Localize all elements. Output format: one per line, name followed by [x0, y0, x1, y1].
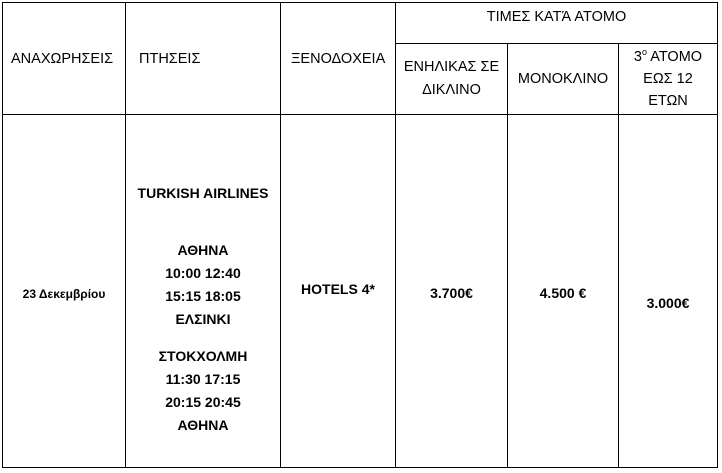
header-hotels: [281, 3, 395, 114]
header-adult-double: [396, 44, 507, 114]
flights-cell: [126, 115, 280, 467]
header-adult-double-line2: ΔΙΚΛΙΝΟ: [422, 82, 481, 98]
header-third-person: [619, 44, 717, 114]
price-third-person: 3.000€: [646, 295, 690, 311]
header-adult-double-line1: ΕΝΗΛΙΚΑΣ ΣΕ: [403, 59, 500, 75]
hotel-category: HOTELS 4*: [301, 280, 375, 297]
header-flights-label: ΠΤΗΣΕΙΣ: [139, 50, 201, 67]
table-border-right: [717, 2, 718, 468]
departure-date-cell: [3, 115, 125, 467]
leg1-times: 15:15 18:05: [165, 288, 241, 304]
leg2-times: 11:30 17:15: [165, 371, 241, 387]
table-border-bottom: [2, 467, 718, 468]
price-adult-double-cell: [396, 115, 507, 467]
header-third-person-line2: ΕΩΣ 12: [643, 71, 693, 87]
leg2-origin: ΣΤΟΚΧΟΛΜΗ: [158, 348, 248, 364]
header-single-room-label: ΜΟΝΟΚΛΙΝΟ: [517, 71, 609, 87]
header-hotels-label: ΞΕΝΟΔΟΧΕΙΑ: [291, 51, 386, 67]
price-adult-double: 3.700€: [430, 285, 473, 301]
price-third-person-cell: [619, 115, 717, 467]
leg2-destination: ΑΘΗΝΑ: [177, 417, 229, 433]
header-single-room: [508, 44, 618, 114]
leg1-destination: ΕΛΣΙΝΚΙ: [175, 311, 231, 327]
airline-name: TURKISH AIRLINES: [137, 185, 269, 201]
header-flights: [126, 3, 280, 114]
departure-date: 23 Δεκεμβρίου: [22, 286, 106, 301]
leg2-times: 20:15 20:45: [165, 394, 241, 410]
header-departures-label: ΑΝΑΧΩΡΗΣΕΙΣ: [11, 50, 114, 67]
leg1-origin: ΑΘΗΝΑ: [177, 242, 229, 258]
hotel-cell: [281, 115, 395, 467]
header-prices-per-person: [396, 3, 717, 43]
header-departures: [3, 3, 125, 114]
price-single: 4.500 €: [539, 285, 587, 301]
header-third-person-line3: ΕΤΩΝ: [648, 93, 688, 109]
header-prices-per-person-label: ΤΙΜΕΣ ΚΑΤΆ ΑΤΟΜΟ: [486, 9, 627, 25]
leg1-times: 10:00 12:40: [165, 265, 241, 281]
price-single-cell: [508, 115, 618, 467]
header-third-person-line1: $3^o$ ΑΤΟΜΟ: [633, 47, 703, 65]
